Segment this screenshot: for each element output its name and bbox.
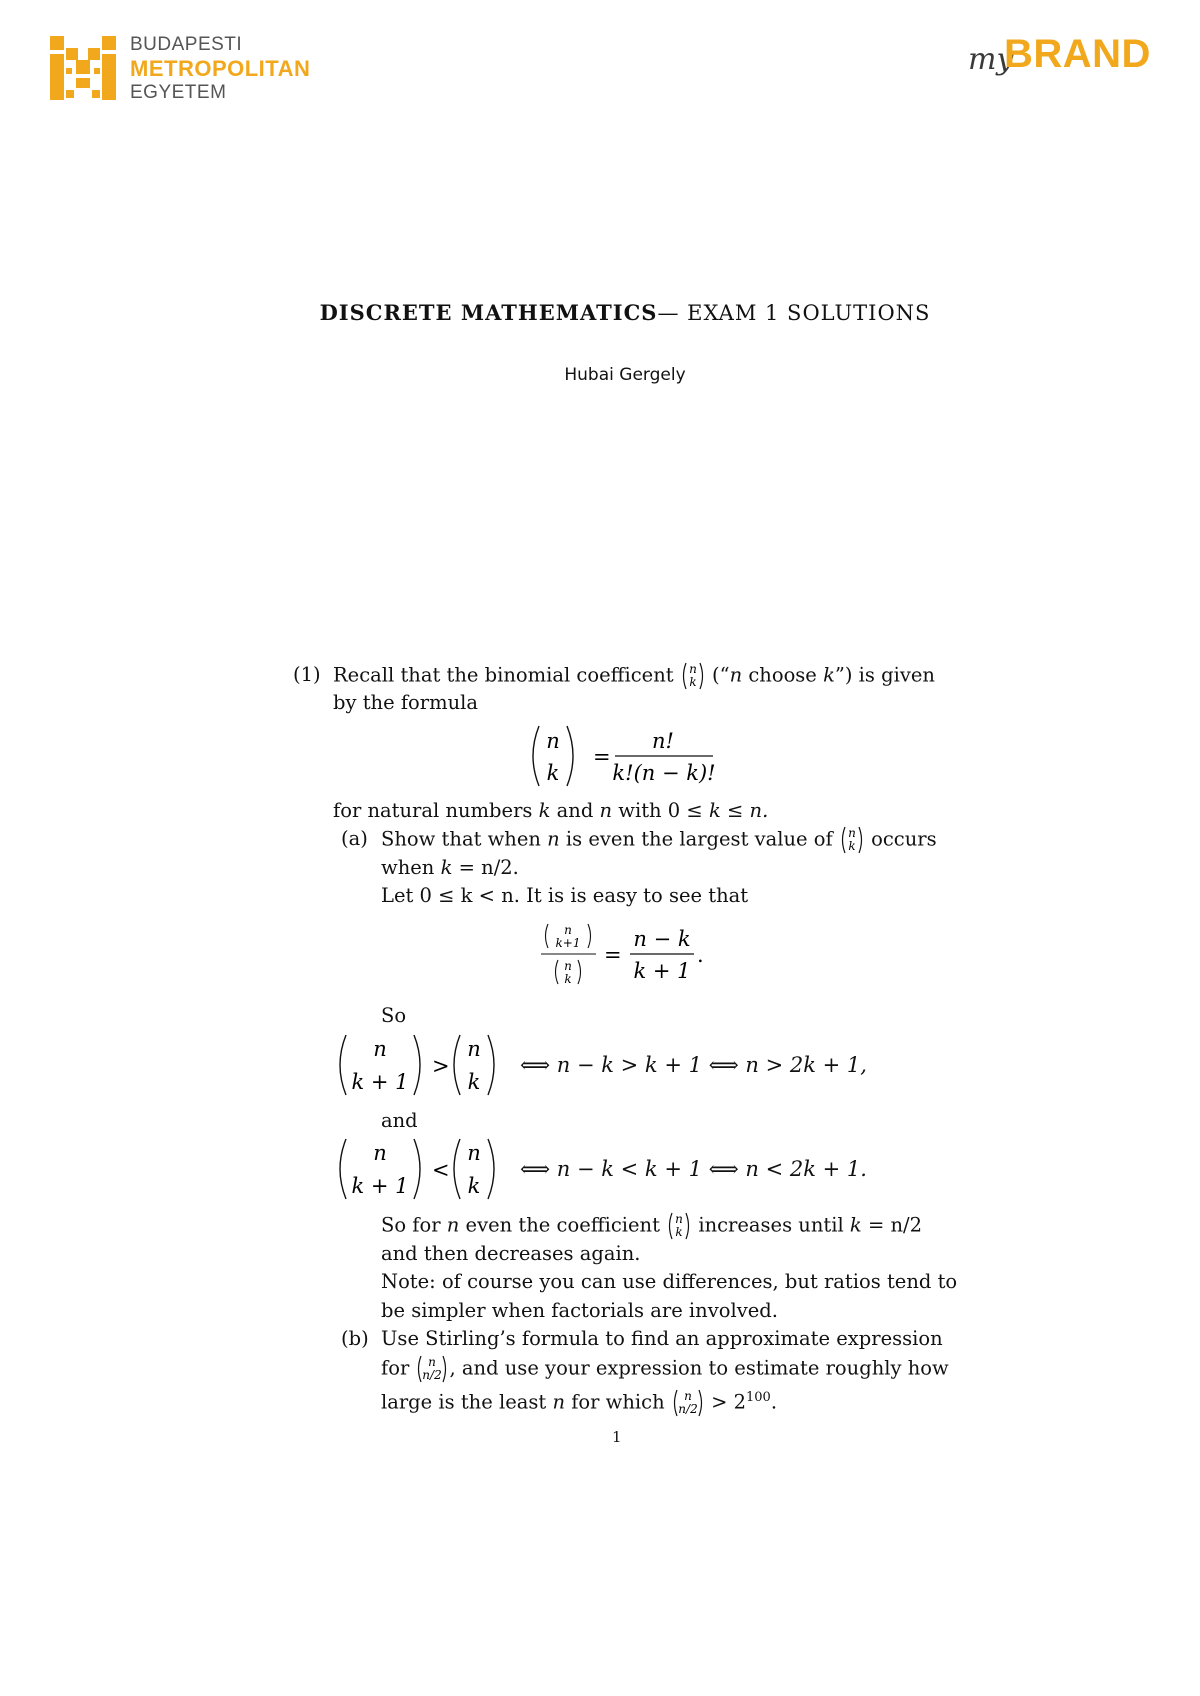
var-k: k	[823, 663, 835, 687]
concl-text-1: So for	[381, 1213, 441, 1237]
brand-logo-text: BRAND	[1004, 32, 1151, 76]
svg-text:n: n	[546, 729, 560, 753]
svg-text:n: n	[848, 826, 856, 840]
part-b-label: (b)	[341, 1327, 369, 1350]
condition-and: and	[556, 799, 594, 822]
var-k: k	[440, 856, 453, 879]
formula-condition	[333, 797, 768, 825]
inequality-1-chain: ⟺ n − k > k + 1 ⟺ n > 2k + 1,	[520, 1053, 867, 1077]
concl-text-2: even the coefficient	[465, 1213, 660, 1237]
inequality-1-binomials	[334, 1032, 504, 1098]
part-b-text-end: .	[770, 1390, 778, 1414]
svg-text:k: k	[675, 1225, 683, 1239]
logo-text-metropolitan: METROPOLITAN	[130, 56, 311, 81]
author-name: Hubai Gergely	[564, 365, 686, 385]
svg-text:n/2: n/2	[678, 1402, 698, 1416]
part-b-text-gt: > 2	[711, 1390, 747, 1414]
part-a-so: So	[381, 1004, 407, 1027]
part-b-text-for: for	[381, 1356, 410, 1380]
svg-text:k+1: k+1	[555, 936, 581, 950]
part-a-note-line1: Note: of course you can use differences, but ratios tend to	[381, 1270, 958, 1293]
var-n: n	[599, 799, 613, 822]
title-rest: — EXAM 1 SOLUTIONS	[657, 301, 931, 325]
part-a-text-1: Show that when	[381, 827, 541, 851]
part-a-let: Let 0 ≤ k < n. It is is easy to see that	[381, 884, 749, 907]
condition-with: with 0 ≤	[618, 799, 703, 822]
part-a-line2	[381, 854, 519, 882]
page-title	[0, 300, 1200, 325]
part-a-line1	[381, 825, 937, 855]
part-b-exponent: 100	[746, 1390, 771, 1405]
concl-text-3: increases until	[698, 1213, 844, 1237]
binom-n-k-inline	[839, 825, 865, 855]
svg-text:n!: n!	[652, 729, 674, 753]
part-a-text-2: is even the largest value of	[565, 827, 833, 851]
binom-n-k-inline	[666, 1211, 692, 1241]
binom-n-k-inline	[680, 661, 706, 691]
svg-text:<: <	[432, 1158, 450, 1182]
var-n: n	[446, 1213, 460, 1237]
svg-text:k: k	[467, 1070, 481, 1094]
part-b-line1: Use Stirling’s formula to find an approximate expression	[381, 1327, 943, 1350]
title-bold: DISCRETE MATHEMATICS	[319, 300, 658, 325]
brand-logo-my: my	[968, 42, 1014, 77]
logo-text-budapesti: BUDAPESTI	[130, 34, 243, 55]
part-a-conclusion-line2: and then decreases again.	[381, 1242, 641, 1265]
svg-text:k: k	[467, 1174, 481, 1198]
svg-text:n: n	[564, 923, 572, 937]
svg-text:=: =	[593, 745, 611, 769]
part-a-text-3: occurs	[871, 827, 937, 851]
svg-text:n − k: n − k	[633, 927, 691, 951]
svg-text:.: .	[697, 943, 704, 967]
inequality-2-chain: ⟺ n − k < k + 1 ⟺ n < 2k + 1.	[520, 1157, 867, 1181]
var-k: k	[849, 1213, 862, 1237]
svg-text:>: >	[432, 1054, 450, 1078]
intro-text-d: ”) is given	[834, 663, 935, 687]
svg-text:n: n	[675, 1212, 683, 1226]
problem-intro-line2: by the formula	[333, 691, 479, 714]
var-n: n	[729, 663, 743, 687]
logo-text-egyetem: EGYETEM	[130, 82, 227, 103]
intro-text-a: Recall that the binomial coefficent	[333, 663, 674, 687]
problem-intro-line1	[333, 661, 935, 691]
part-b-line2	[381, 1354, 949, 1384]
part-a-text-4: when	[381, 856, 435, 879]
svg-text:n: n	[373, 1141, 387, 1165]
svg-text:k + 1: k + 1	[351, 1174, 409, 1198]
svg-text:k: k	[848, 839, 856, 853]
binom-n-half-inline	[415, 1354, 449, 1384]
svg-text:n: n	[373, 1037, 387, 1061]
svg-text:n: n	[428, 1355, 437, 1369]
svg-text:n: n	[564, 959, 572, 973]
part-a-and: and	[381, 1109, 418, 1132]
brand-logo	[968, 28, 1158, 98]
part-a-note-line2: be simpler when factorials are involved.	[381, 1299, 778, 1322]
part-b-text-large: large is the least	[381, 1390, 547, 1414]
university-logo	[48, 32, 328, 102]
part-b-text-which: for which	[571, 1390, 665, 1414]
page-number: 1	[612, 1428, 622, 1446]
svg-text:k: k	[546, 761, 560, 785]
problem-number: (1)	[293, 663, 321, 686]
var-n: n	[547, 827, 560, 851]
svg-text:n: n	[683, 1389, 692, 1403]
svg-text:k + 1: k + 1	[351, 1070, 409, 1094]
part-b-line3	[381, 1384, 777, 1418]
part-a-conclusion-line1	[381, 1211, 922, 1241]
binom-n-half-inline	[671, 1388, 705, 1418]
svg-text:k: k	[564, 972, 572, 986]
condition-text-a: for natural numbers	[333, 799, 533, 822]
intro-text-c: choose	[748, 663, 817, 687]
ratio-formula	[538, 920, 708, 998]
svg-text:n: n	[467, 1037, 481, 1061]
part-a-text-5: = n/2.	[458, 856, 519, 879]
svg-text:=: =	[604, 943, 622, 967]
svg-text:n/2: n/2	[422, 1368, 443, 1382]
concl-text-4: = n/2	[867, 1213, 923, 1237]
intro-text-b: (“	[712, 663, 730, 687]
condition-ineq: k ≤ n.	[708, 799, 769, 822]
part-a-label: (a)	[341, 827, 368, 850]
svg-text:k + 1: k + 1	[633, 959, 691, 983]
svg-text:k: k	[689, 675, 697, 689]
svg-text:n: n	[688, 662, 697, 676]
var-k: k	[538, 799, 551, 822]
svg-text:n: n	[467, 1141, 481, 1165]
binomial-formula	[525, 722, 725, 790]
svg-text:k!(n − k)!: k!(n − k)!	[612, 761, 716, 785]
university-emblem-icon	[48, 34, 118, 104]
part-b-text-rest: , and use your expression to estimate roughly how	[449, 1356, 949, 1380]
var-n: n	[552, 1390, 565, 1414]
inequality-2-binomials	[334, 1136, 504, 1202]
